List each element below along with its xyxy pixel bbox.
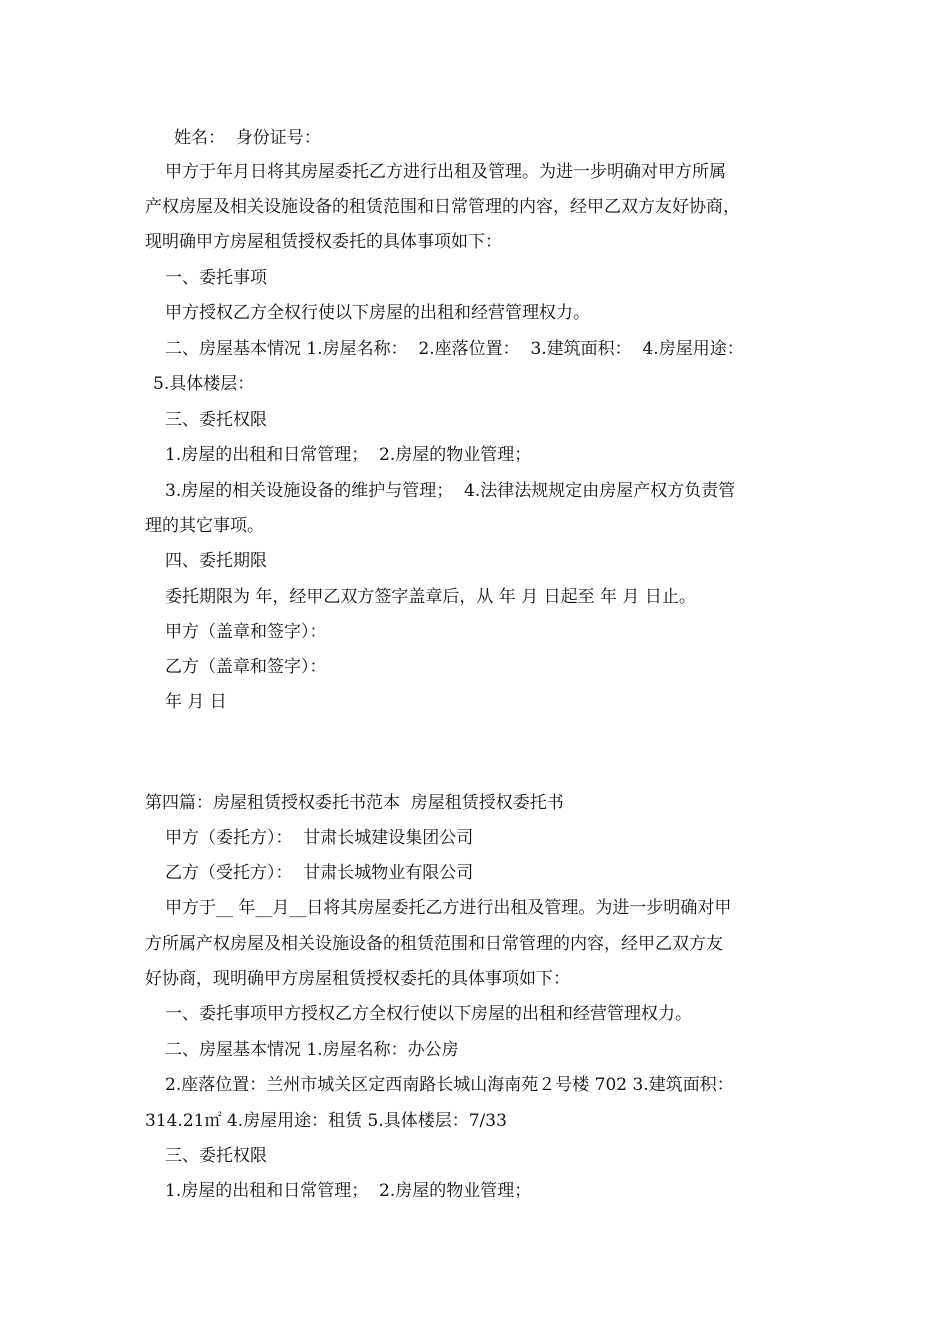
section2-item2-line-2: 2.座落位置：兰州市城关区定西南路长城山海南苑２号楼 702 3.建筑面积： <box>165 1075 734 1095</box>
date-line: 年 月 日 <box>165 692 227 712</box>
item2-line-2: 5.具体楼层： <box>153 374 255 394</box>
item3-line-1: 1.房屋的出租和日常管理； 2.房屋的物业管理； <box>165 445 532 465</box>
item4-title: 四、委托期限 <box>165 551 267 571</box>
party-a-signature: 甲方（盖章和签字）： <box>165 622 327 642</box>
item1-body: 甲方授权乙方全权行使以下房屋的出租和经营管理权力。 <box>165 303 590 323</box>
section2-intro-line-1: 甲方于__ 年__月__日将其房屋委托乙方进行出租及管理。为进一步明确对甲 <box>165 898 732 918</box>
item1-title: 一、委托事项 <box>165 268 267 288</box>
section2-item3-line-1: 1.房屋的出租和日常管理； 2.房屋的物业管理； <box>165 1181 532 1201</box>
item3-line-3: 理的其它事项。 <box>145 516 264 536</box>
section2-intro-line-3: 好协商，现明确甲方房屋租赁授权委托的具体事项如下： <box>145 969 570 989</box>
item3-line-2: 3.房屋的相关设施设备的维护与管理； 4.法律法规规定由房屋产权方负责管 <box>165 481 736 501</box>
section2-party-a: 甲方（委托方）： 甘肃长城建设集团公司 <box>165 828 474 848</box>
item3-title: 三、委托权限 <box>165 410 267 430</box>
name-id-line: 姓名： 身份证号： <box>174 128 321 148</box>
intro-line-1: 甲方于年月日将其房屋委托乙方进行出租及管理。为进一步明确对甲方所属 <box>165 162 726 182</box>
section2-party-b: 乙方（受托方）： 甘肃长城物业有限公司 <box>165 863 474 883</box>
item4-body: 委托期限为 年，经甲乙双方签字盖章后，从 年 月 日起至 年 月 日止。 <box>165 587 696 607</box>
intro-line-3: 现明确甲方房屋租赁授权委托的具体事项如下： <box>145 232 502 252</box>
intro-line-2: 产权房屋及相关设施设备的租赁范围和日常管理的内容，经甲乙双方友好协商， <box>145 197 740 217</box>
party-b-signature: 乙方（盖章和签字）： <box>165 657 327 677</box>
item2-line-1: 二、房屋基本情况 1.房屋名称： 2.座落位置： 3.建筑面积： 4.房屋用途： <box>165 339 744 359</box>
section2-intro-line-2: 方所属产权房屋及相关设施设备的租赁范围和日常管理的内容，经甲乙双方友 <box>145 934 723 954</box>
section2-heading: 第四篇：房屋租赁授权委托书范本 房屋租赁授权委托书 <box>145 793 564 813</box>
section2-item2-line-1: 二、房屋基本情况 1.房屋名称：办公房 <box>165 1040 459 1060</box>
section2-item3-title: 三、委托权限 <box>165 1146 267 1166</box>
section2-item2-line-3: 314.21㎡ 4.房屋用途：租赁 5.具体楼层：7/33 <box>145 1111 507 1131</box>
section2-item1: 一、委托事项甲方授权乙方全权行使以下房屋的出租和经营管理权力。 <box>165 1004 692 1024</box>
